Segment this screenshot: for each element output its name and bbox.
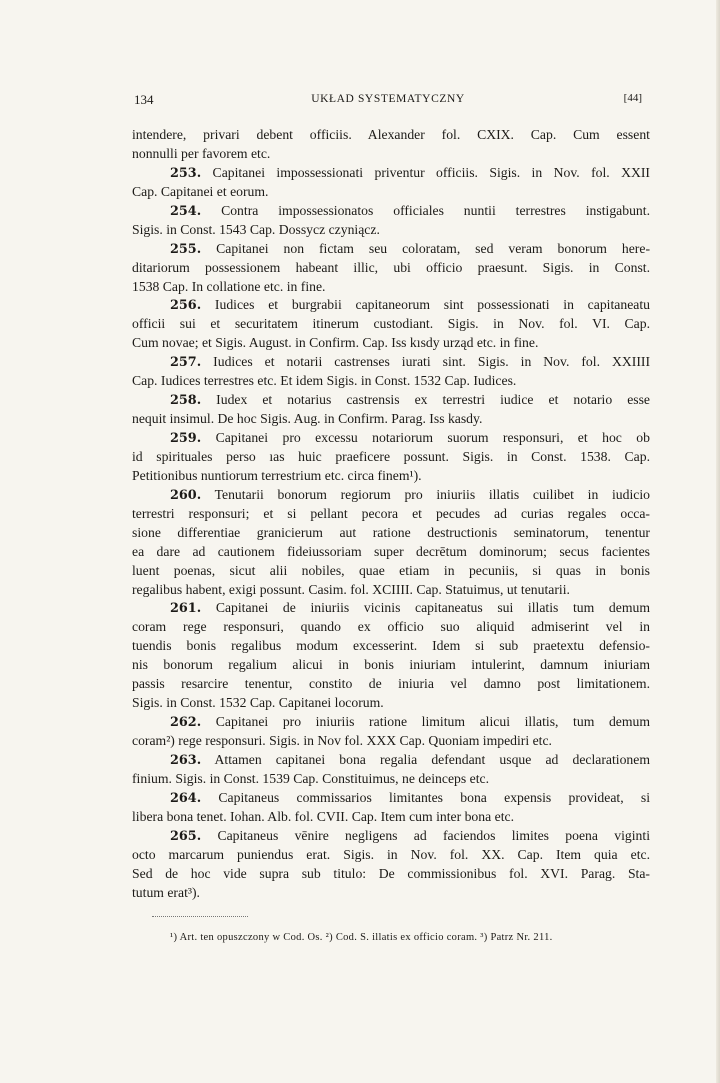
line-text: ea dare ad cautionem fideiussoriam super decrētum dominorum; secus facientes [132,543,650,559]
text-line [132,713,650,732]
paragraph-number: 253. [170,165,202,181]
line-text: Capitanei de iniuriis vicinis capitaneatus sui illatis tum demum [201,600,650,616]
line-text: Iudices et notarii castrenses iurati sint. Sigis. in Nov. fol. XXIIII [201,354,650,370]
text-line [132,296,650,315]
text-line [132,656,650,675]
paragraph-number: 257. [170,355,202,371]
line-text: nequit insimul. De hoc Sigis. Aug. in Confirm. Parag. Iss kasdy. [132,411,483,427]
line-text: intendere, privari debent officiis. Alexander fol. CXIX. Cap. Cum essent [132,127,650,142]
body-text [132,126,650,902]
text-line [132,562,650,581]
text-line [132,581,650,600]
line-text: Capitaneus vēnire negligens ad faciendos limites poena viginti [201,827,650,843]
paragraph-number: 262. [170,715,202,731]
paragraph-number: 258. [170,393,202,409]
text-line [132,259,650,278]
text-line [132,429,650,448]
line-text: Sigis. in Const. 1532 Cap. Capitanei locorum. [132,695,384,711]
line-text: Iudex et notarius castrensis ex terrestri iudice et notario esse [201,392,650,408]
page-number: 134 [134,92,154,107]
text-line [132,221,650,240]
line-text: Cap. Capitanei et eorum. [132,183,269,199]
text-line [132,524,650,543]
paragraph-number: 255. [170,241,202,257]
line-text: tuendis bonis regalibus modum excesserint. Idem si sub praetextu defensio- [132,638,650,654]
line-text: officii sui et securitatem itinerum custodiant. Sigis. in Nov. fol. VI. Cap. [132,316,650,332]
line-text: Petitionibus nuntiorum terrestrium etc. circa finem¹). [132,467,422,483]
footnote-separator [152,916,248,917]
line-text: Sigis. in Const. 1543 Cap. Dossycz czyniącz. [132,221,380,237]
line-text: Iudices et burgrabii capitaneorum sint possessionati in capitaneatu [201,297,650,313]
paragraph-number: 254. [170,203,202,219]
line-text: terrestri responsuri; et si pellant pecora et pecudes ad curias regales occa- [132,505,650,521]
line-text: Capitanei non fictam seu coloratam, sed veram bonorum here- [201,240,650,256]
line-text: Contra impossessionatos officiales nuntii terrestres instigabunt. [201,202,650,218]
paragraph-number: 263. [170,752,202,768]
text-line [132,865,650,884]
line-text: tutum erat³). [132,884,200,900]
text-line [132,410,650,429]
text-line [132,732,650,751]
section-reference: [44] [623,92,642,104]
line-text: Capitanei impossessionati priventur officiis. Sigis. in Nov. fol. XXII [201,164,650,180]
paragraph-number: 265. [170,828,202,844]
text-line [132,315,650,334]
text-line [132,675,650,694]
text-line [132,334,650,353]
line-text: Capitanei pro iniuriis ratione limitum alicui illatis, tum demum [201,714,650,730]
line-text: 1538 Cap. In collatione etc. in fine. [132,278,326,294]
text-line [132,126,650,145]
text-line [132,183,650,202]
line-text: coram²) rege responsuri. Sigis. in Nov fol. XXX Cap. Quoniam impediri etc. [132,733,552,748]
text-line [132,164,650,183]
line-text: luent poenas, sicut alii nobiles, quae etiam in pecuniis, si quas in bonis [132,562,650,578]
line-text: nis bonorum regalium alicui in bonis iniuriam intulerint, damnum iniuriam [132,657,650,673]
line-text: octo marcarum puniendus erat. Sigis. in Nov. fol. XX. Cap. Item quia etc. [132,846,650,862]
line-text: libera bona tenet. Iohan. Alb. fol. CVII. Cap. Item cum inter bona etc. [132,808,514,824]
line-text: Sed de hoc vide supra sub titulo: De commissionibus fol. XVI. Parag. Sta- [132,865,650,881]
line-text: passis resarcire tenentur, constito de iniuria vel damno post limitationem. [132,676,650,692]
text-line [132,505,650,524]
text-line [132,240,650,259]
footnotes: ¹) Art. ten opuszczony w Cod. Os. ²) Cod. S. illatis ex officio coram. ³) Patrz Nr. 211. [170,932,553,943]
text-line [132,751,650,770]
line-text: finium. Sigis. in Const. 1539 Cap. Constituimus, ne deinceps etc. [132,770,490,786]
line-text: coram rege responsuri, quando ex officio suo aliquid admiserint vel in [132,619,650,635]
page-edge [716,0,720,1083]
line-text: Attamen capitanei bona regalia defendant usque ad declarationem [201,751,650,767]
paragraph-number: 261. [170,601,202,617]
text-line [132,599,650,618]
text-line [132,827,650,846]
running-title: UKŁAD SYSTEMATYCZNY [311,93,465,105]
text-line [132,467,650,486]
text-line [132,486,650,505]
text-line [132,391,650,410]
text-line [132,278,650,297]
text-line [132,770,650,789]
line-text: nonnulli per favorem etc. [132,145,271,161]
text-line [132,694,650,713]
text-line [132,372,650,391]
text-line [132,543,650,562]
text-line [132,808,650,827]
text-line [132,202,650,221]
paragraph-number: 260. [170,487,202,503]
text-line [132,618,650,637]
line-text: id spirituales perso ıas huic praeficere possunt. Sigis. in Const. 1538. Cap. [132,448,650,464]
paragraph-number: 256. [170,298,202,314]
line-text: sione differentiae granicierum aut ratione destructionis seminatorum, tenentur [132,524,650,540]
text-line [132,846,650,865]
line-text: Cap. Iudices terrestres etc. Et idem Sigis. in Const. 1532 Cap. Iudices. [132,373,517,389]
text-line [132,353,650,372]
text-line [132,884,650,903]
line-text: Tenutarii bonorum regiorum pro iniuriis illatis cuilibet in iudicio [201,486,650,502]
text-line [132,145,650,164]
line-text: Capitanei pro excessu notariorum suorum responsuri, et hoc ob [201,430,650,445]
text-line [132,448,650,467]
paragraph-number: 264. [170,790,202,806]
text-line [132,637,650,656]
text-line [132,789,650,808]
line-text: Capitaneus commissarios limitantes bona expensis provideat, si [201,789,650,805]
paragraph-number: 259. [170,431,202,446]
line-text: Cum novae; et Sigis. August. in Confirm. Cap. Iss kısdy urząd etc. in fine. [132,335,539,351]
page-header [134,92,642,110]
line-text: regalibus habent, exigi possunt. Casim. fol. XCIIII. Cap. Statuimus, ut tenutarii. [132,581,570,597]
line-text: ditariorum possessionem habeant illic, ubi officio praesunt. Sigis. in Const. [132,259,650,275]
